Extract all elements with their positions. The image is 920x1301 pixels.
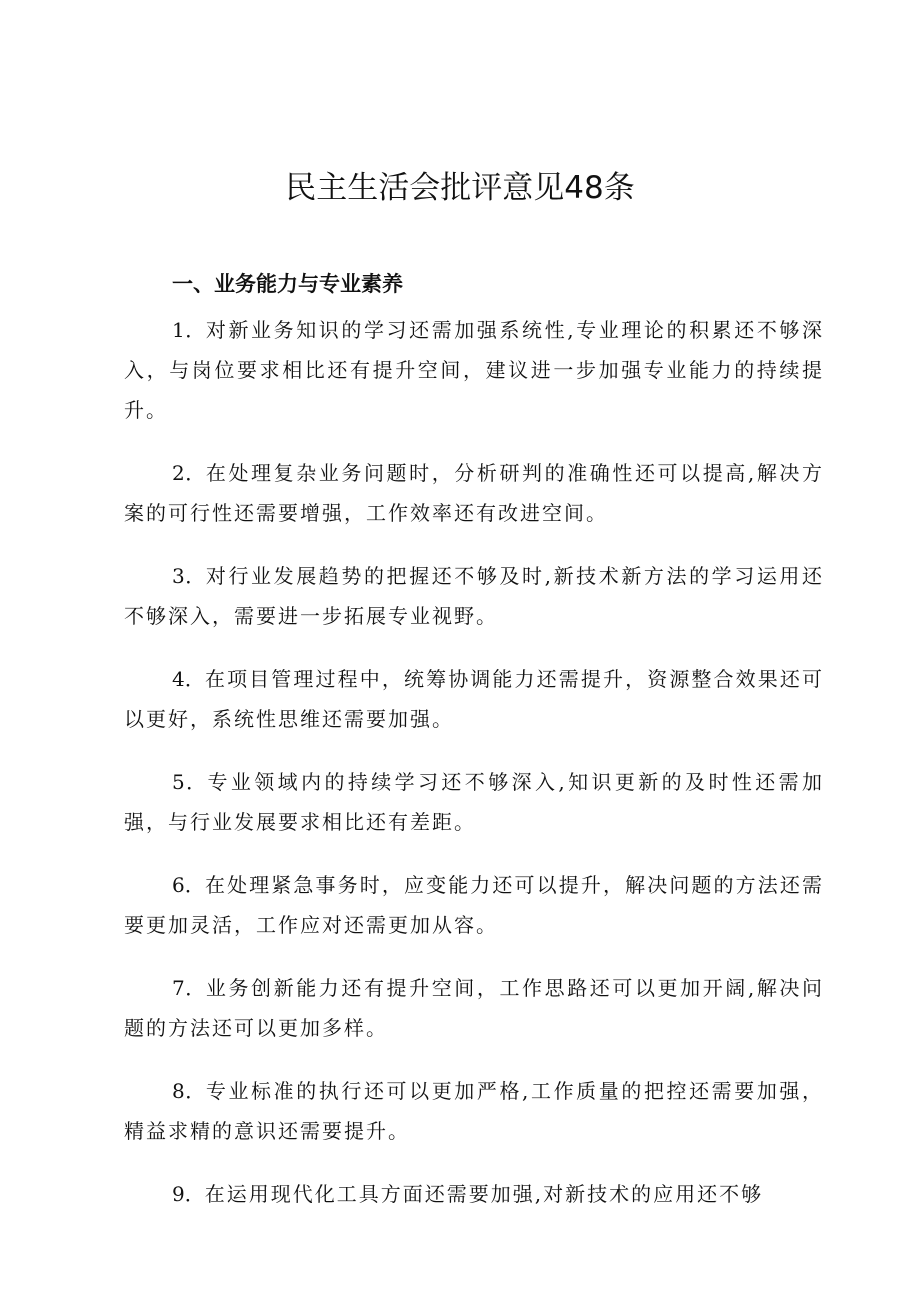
item-number: 4． xyxy=(172,667,205,691)
item-text: 专业标准的执行还可以更加严格,工作质量的把控还需要加强，精益求精的意识还需要提升。 xyxy=(124,1079,824,1143)
list-item xyxy=(124,968,824,1048)
list-item xyxy=(124,556,824,636)
item-text: 对新业务知识的学习还需加强系统性,专业理论的积累还不够深入，与岗位要求相比还有提升空间，建议进一步加强专业能力的持续提升。 xyxy=(124,318,824,422)
item-text: 对行业发展趋势的把握还不够及时,新技术新方法的学习运用还不够深入，需要进一步拓展专业视野。 xyxy=(124,564,824,628)
item-number: 2． xyxy=(172,461,206,485)
list-item xyxy=(124,659,824,739)
item-text: 在项目管理过程中，统筹协调能力还需提升，资源整合效果还可以更好，系统性思维还需要加强。 xyxy=(124,667,824,731)
document-title: 民主生活会批评意见48条 xyxy=(285,170,635,206)
item-list xyxy=(124,310,824,1237)
list-item xyxy=(124,762,824,842)
list-item xyxy=(124,310,824,430)
list-item xyxy=(124,1071,824,1151)
item-text: 在处理复杂业务问题时，分析研判的准确性还可以提高,解决方案的可行性还需要增强，工作效率还有改进空间。 xyxy=(124,461,824,525)
item-text: 在处理紧急事务时，应变能力还可以提升，解决问题的方法还需要更加灵活，工作应对还需更加从容。 xyxy=(124,873,824,937)
item-number: 1． xyxy=(172,318,206,342)
section-heading: 一、业务能力与专业素养 xyxy=(172,272,403,296)
item-text: 在运用现代化工具方面还需要加强,对新技术的应用还不够 xyxy=(204,1182,764,1206)
list-item xyxy=(124,865,824,945)
item-text: 专业领域内的持续学习还不够深入,知识更新的及时性还需加强，与行业发展要求相比还有差距。 xyxy=(124,770,824,834)
item-number: 9． xyxy=(172,1182,205,1206)
item-number: 3． xyxy=(172,564,206,588)
list-item xyxy=(124,1174,824,1214)
item-number: 5． xyxy=(172,770,208,794)
list-item xyxy=(124,453,824,533)
item-number: 6． xyxy=(172,873,205,897)
item-number: 8． xyxy=(172,1079,206,1103)
item-text: 业务创新能力还有提升空间，工作思路还可以更加开阔,解决问题的方法还可以更加多样。 xyxy=(124,976,824,1040)
item-number: 7． xyxy=(172,976,206,1000)
